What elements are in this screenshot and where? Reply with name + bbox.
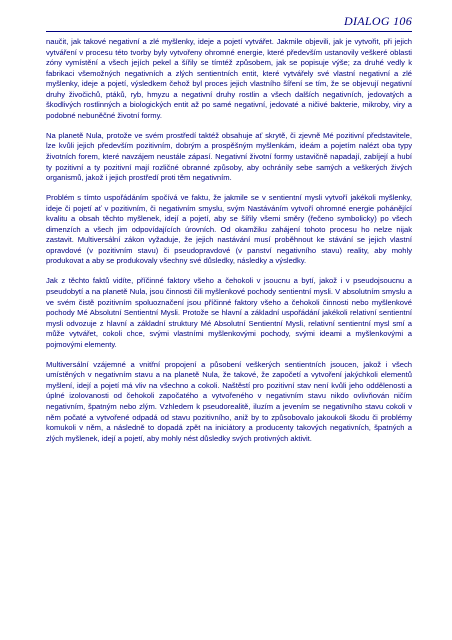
paragraph: Multiversální vzájemné a vnitřní propojení a působení veškerých sentientních jsoucen, jakož i všech umístěných v negativním stavu a na planetě Nula, že takové, že započetí a vytvoření jakýchkoli elementů myšlení, idejí a pojetí má vliv na všechno a cokoli. Naštěstí pro pozitivní stav není kvůli jeho oddělenosti a úplné izolovanosti od čehokoli započatého a vytvořeného v negativním stavu nikdo ovlivňován ničím negativním, špatným nebo zlým. Vzhledem k pseudorealitě, iluzím a jevením se negativního stavu cokoli v něm počaté a vytvořené odpadá od stavu pozitivního, aniž by to způsobovalo jakoukoli škodu či problémy komukoli v něm, a následně to dopadá zpět na iniciátory a producenty takových negativních, špatných a zlých myšlenek, idejí a pojetí, aby mohly nést důsledky svých protivných aktivit.: [46, 359, 412, 443]
page-header-title: DIALOG 106: [344, 14, 412, 28]
header-divider: [46, 31, 412, 32]
paragraph: Jak z těchto faktů vidíte, příčinné faktory všeho a čehokoli v jsoucnu a bytí, jakož i v pseudojsoucnu a pseudobytí a na planetě Nula, jsou činnosti čili myšlenkové pochody sentientní mysli. V absolutním smyslu a ve svém čistě pozitivním spoluoznačení jsou příčinné faktory všeho a čehokoli činnosti nebo myšlenkové pochody Mé Absolutní Sentientní Mysli. Protože se hlavní a základní uspořádání jakékoli relativní sentientní mysli odvozuje z hlavní a základní struktury Mé Absolutní Sentientní Mysli, relativní sentientní mysl smí a může vytvářet, cokoli chce, svými vlastními myšlenkovými pochody, svými ideami a myšlenkovými a pojmovými elementy.: [46, 276, 412, 349]
paragraph: naučit, jak takové negativní a zlé myšlenky, ideje a pojetí vytvářet. Jakmile objevili, jak je vytvořit, při jejich vytváření v procesu této tvorby byly vytvořeny ohromné energie, které především ustanovily veškeré oblasti zóny vymístění a všech jejích pekel a šířily se tímtéž způsobem, jak se popisuje výše; za druhé vedly k fabrikaci všemožných negativních a zlých sentientních entit, které vytvářely své vlastní negativní a zlé myšlenky, ideje a pojetí, výsledkem čehož byl proces jejich vlastního šíření se tím, že se objevují negativní druhy živočichů, ptáků, ryb, hmyzu a negativní druhy rostlin a všech dalších negativních, jedovatých a škodlivých rostlinných a biologických entit až po samé negativní, jedovaté a ničivé bakterie, mikroby, viry a podobné nebuněčné životní formy.: [46, 37, 412, 120]
paragraph: Problém s tímto uspořádáním spočívá ve faktu, že jakmile se v sentientní mysli vytvoří jakékoli myšlenky, ideje či pojetí ať v pozitivním, či negativním smyslu, svým Nastáváním vytvoří ohromné energie pohánějící kvalitu a obsah těchto myšlenek, idejí a pojetí, aby se šířily všemi směry (řečeno symbolicky) po všech dimenzích a všech jim odpovídajících úrovních. Od okamžiku zahájení tohoto procesu ho nelze nijak zastavit. Multiversální zákon vyžaduje, že jejich nastávání musí proběhnout ke stávání se jejich vlastní opravdové (v pozitivním stavu) či pseudopravdové (v panství negativního stavu) reality, aby mohly produkovat a aby se produkovaly všechny své důsledky, následky a výsledky.: [46, 193, 412, 266]
document-body: [46, 37, 412, 454]
paragraph: Na planetě Nula, protože ve svém prostředí taktéž obsahuje ať skrytě, či zjevně Mé pozitivní představitele, lze kvůli jejich především pozitivním, dobrým a prospěšným myšlenkám, ideám a pojetím nalézt oba typy životních forem, které navzájem neustále zápasí. Negativní životní formy ustavičně napadají, zabíjejí a hubí ty pozitivní a ty pozitivní mají rozličné obranné způsoby, aby ochránily sebe samých a veškerých živých organismů, jakož i jejich prostředí proti těm negativním.: [46, 130, 412, 183]
